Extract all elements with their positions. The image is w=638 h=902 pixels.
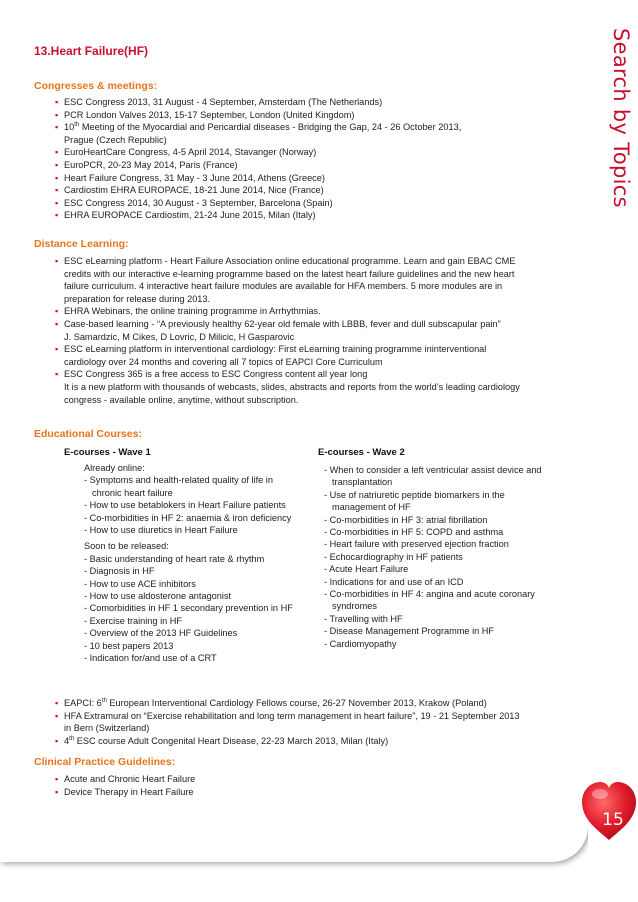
item-text: EAPCI: 6: [64, 698, 102, 708]
item-text: Prague (Czech Republic): [64, 134, 167, 145]
course-item: - How to use diuretics in Heart Failure: [84, 525, 238, 536]
line: failure curriculum. 4 interactive heart failure modules are available for HFA members. 5 more modules are in: [64, 281, 503, 292]
congresses-list: [64, 96, 564, 222]
wave2-title: E-courses - Wave 2: [318, 447, 405, 458]
line: Case-based learning - “A previously healthy 62-year old female with LBBB, fever and dull subscapular pain”: [64, 318, 501, 329]
item-text: 4: [64, 735, 70, 746]
list-item: ▪ EuroPCR, 20-23 May 2014, Paris (France): [64, 159, 564, 172]
course-item: - Disease Management Programme in HF: [324, 626, 495, 637]
educational-title: Educational Courses:: [34, 428, 142, 440]
item-text: ESC course Adult Congenital Heart Disease, 22-23 March 2013, Milan (Italy): [74, 735, 389, 746]
course-item: - Co-morbidities in HF 3: atrial fibrillation: [324, 514, 488, 525]
list-item: [64, 343, 564, 368]
course-item: - 10 best papers 2013: [84, 640, 174, 651]
list-item: ▪ EuroHeartCare Congress, 4-5 April 2014, Stavanger (Norway): [64, 146, 564, 159]
list-item: [64, 121, 564, 146]
course-item: - Cardiomyopathy: [324, 638, 397, 649]
list-item: [64, 255, 564, 305]
line: preparation for release during 2013.: [64, 293, 211, 304]
line: ESC eLearning platform - Heart Failure Association online educational programme. Learn and gain EBAC CME: [64, 256, 516, 266]
distance-list: [64, 255, 564, 406]
line: HFA Extramural on “Exercise rehabilitation and long term management in heart failure”, 19 - 21 September 2013: [64, 710, 520, 721]
line: ESC eLearning platform in interventional cardiology: First eLearning training programme ininterventional: [64, 344, 487, 355]
list-item: [64, 697, 564, 710]
list-item: ▪ Device Therapy in Heart Failure: [64, 786, 564, 799]
course-item: - Acute Heart Failure: [324, 564, 409, 575]
guidelines-title: Clinical Practice Guidelines:: [34, 756, 176, 768]
line: in Bern (Switzerland): [64, 723, 150, 734]
list-item: [64, 735, 564, 748]
ordinal: 10: [64, 122, 75, 133]
page-number: 15: [602, 810, 624, 830]
list-item: ▪ EHRA EUROPACE Cardiostim, 21-24 June 2015, Milan (Italy): [64, 209, 564, 222]
course-item: - Exercise training in HF: [84, 615, 183, 626]
wave1-list: [84, 462, 304, 665]
course-item: - Overview of the 2013 HF Guidelines: [84, 628, 238, 639]
item-text: European Interventional Cardiology Fellows course, 26-27 November 2013, Krakow (Poland): [106, 698, 487, 708]
wave2-list: [324, 464, 554, 650]
ordinal-suffix: th: [69, 735, 75, 742]
guidelines-list: [64, 773, 564, 798]
line: J. Samardzic, M Cikes, D Lovric, D Milicic, H Gasparovic: [64, 331, 295, 342]
course-item: - How to use ACE inhibitors: [84, 578, 196, 589]
course-item: - Diagnosis in HF: [84, 566, 155, 577]
congresses-title: Congresses & meetings:: [34, 80, 158, 92]
course-item: - Indications for and use of an ICD: [324, 576, 464, 587]
line: cardiology over 24 months and covering all 7 topics of EAPCI Core Curriculum: [64, 356, 383, 367]
wave1-title: E-courses - Wave 1: [64, 447, 151, 458]
course-item: - Symptoms and health-related quality of life in chronic heart failure: [84, 475, 273, 498]
line: It is a new platform with thousands of webcasts, slides, abstracts and reports from the world’s leading cardiology: [64, 381, 520, 392]
list-item: ▪ Heart Failure Congress, 31 May - 3 June 2014, Athens (Greece): [64, 172, 564, 185]
list-item: ▪ Acute and Chronic Heart Failure: [64, 773, 564, 786]
list-item: ▪ PCR London Valves 2013, 15-17 September, London (United Kingdom): [64, 109, 564, 122]
course-item: - How to use aldosterone antagonist: [84, 591, 232, 602]
course-item: - Basic understanding of heart rate & rhythm: [84, 553, 265, 564]
item-text: Meeting of the Myocardial and Pericardial diseases - Bridging the Gap, 24 - 26 October 2013,: [81, 122, 462, 133]
ordinal-suffix: th: [74, 122, 80, 129]
list-item: [64, 318, 564, 343]
line: ESC Congress 365 is a free access to ESC Congress content all year long: [64, 369, 368, 380]
course-item: - Co-morbidities in HF 4: angina and acute coronary syndromes: [324, 589, 535, 612]
page-heading: 13.Heart Failure(HF): [34, 44, 149, 58]
ordinal-suffix: th: [101, 698, 107, 704]
course-item: - Echocardiography in HF patients: [324, 551, 463, 562]
course-item: - How to use betablokers in Heart Failure patients: [84, 500, 286, 511]
list-item: ▪ EHRA Webinars, the online training programme in Arrhythmias.: [64, 305, 564, 318]
list-item: ▪ ESC Congress 2014, 30 August - 3 September, Barcelona (Spain): [64, 197, 564, 210]
course-item: - Use of natriuretic peptide biomarkers in the management of HF: [324, 489, 505, 513]
line: congress - available online, anytime, without subscription.: [64, 394, 299, 405]
side-title: Search by Topics: [609, 28, 633, 208]
list-item: [64, 368, 564, 406]
list-item: [64, 710, 564, 735]
course-item: - Heart failure with preserved ejection fraction: [324, 539, 509, 550]
list-item: ▪ ESC Congress 2013, 31 August - 4 September, Amsterdam (The Netherlands): [64, 96, 564, 109]
line: credits with our interactive e-learning programme based on the latest heart failure guidelines and the new heart: [64, 268, 515, 279]
distance-title: Distance Learning:: [34, 238, 129, 250]
already-online-label: Already online:: [84, 463, 145, 473]
course-item: - Co-morbidities in HF 5: COPD and asthma: [324, 527, 504, 538]
course-item: - When to consider a left ventricular assist device and transplantation: [324, 465, 542, 488]
educational-list: [64, 697, 564, 747]
course-item: - Indication for/and use of a CRT: [84, 653, 217, 664]
course-item: - Travelling with HF: [324, 613, 403, 624]
list-item: ▪ Cardiostim EHRA EUROPACE, 18-21 June 2014, Nice (France): [64, 184, 564, 197]
course-item: - Co-morbidities in HF 2: anaemia & iron deficiency: [84, 512, 292, 523]
course-item: - Comorbidities in HF 1 secondary prevention in HF: [84, 603, 293, 614]
soon-label: Soon to be released:: [84, 541, 169, 552]
